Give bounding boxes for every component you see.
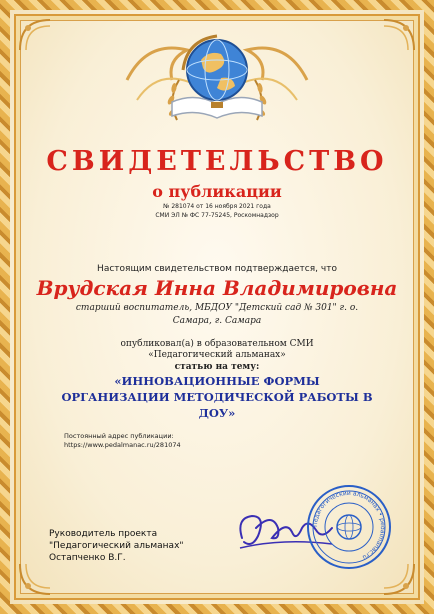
head-name: Остапченко В.Г. [49, 553, 126, 563]
certificate-subtitle: о публикации [152, 182, 282, 201]
round-stamp-icon [306, 484, 392, 570]
theme-label: статью на тему: [174, 362, 260, 372]
recipient-name: Врудская Инна Владимировна [36, 276, 398, 300]
article-theme: «ИННОВАЦИОННЫЕ ФОРМЫ ОРГАНИЗАЦИИ МЕТОДИЧЕСКОЙ РАБОТЫ В ДОУ» [61, 374, 373, 420]
corner-ornament-icon [18, 18, 52, 52]
stamp-ring-text: Педагогический альманах • pedalmanac.ru [311, 489, 387, 561]
corner-ornament-icon [382, 18, 416, 52]
project-head-block [49, 528, 184, 564]
published-line-2: «Педагогический альманах» [148, 350, 286, 360]
recipient-position: старший воспитатель, МБДОУ "Детский сад № 301" г. о. Самара, г. Самара [75, 303, 359, 326]
published-line-1: опубликовал(а) в образовательном СМИ [120, 339, 314, 349]
registration-number: № 281074 от 16 ноября 2021 года [163, 203, 271, 210]
svg-text:Педагогический альманах • peda [312, 490, 386, 561]
head-title: Руководитель проекта [49, 529, 158, 539]
certificate-title: СВИДЕТЕЛЬСТВО [46, 146, 388, 177]
corner-ornament-icon [18, 562, 52, 596]
globe-emblem-icon [117, 20, 317, 132]
confirmation-text: Настоящим свидетельством подтверждается, что [97, 264, 337, 274]
head-project: "Педагогический альманах" [49, 541, 184, 551]
address-label: Постоянный адрес публикации: [64, 432, 174, 440]
address-link[interactable]: https://www.pedalmanac.ru/281074 [64, 441, 181, 449]
smi-registration: СМИ ЭЛ № ФС 77-75245, Роскомнадзор [155, 212, 279, 219]
